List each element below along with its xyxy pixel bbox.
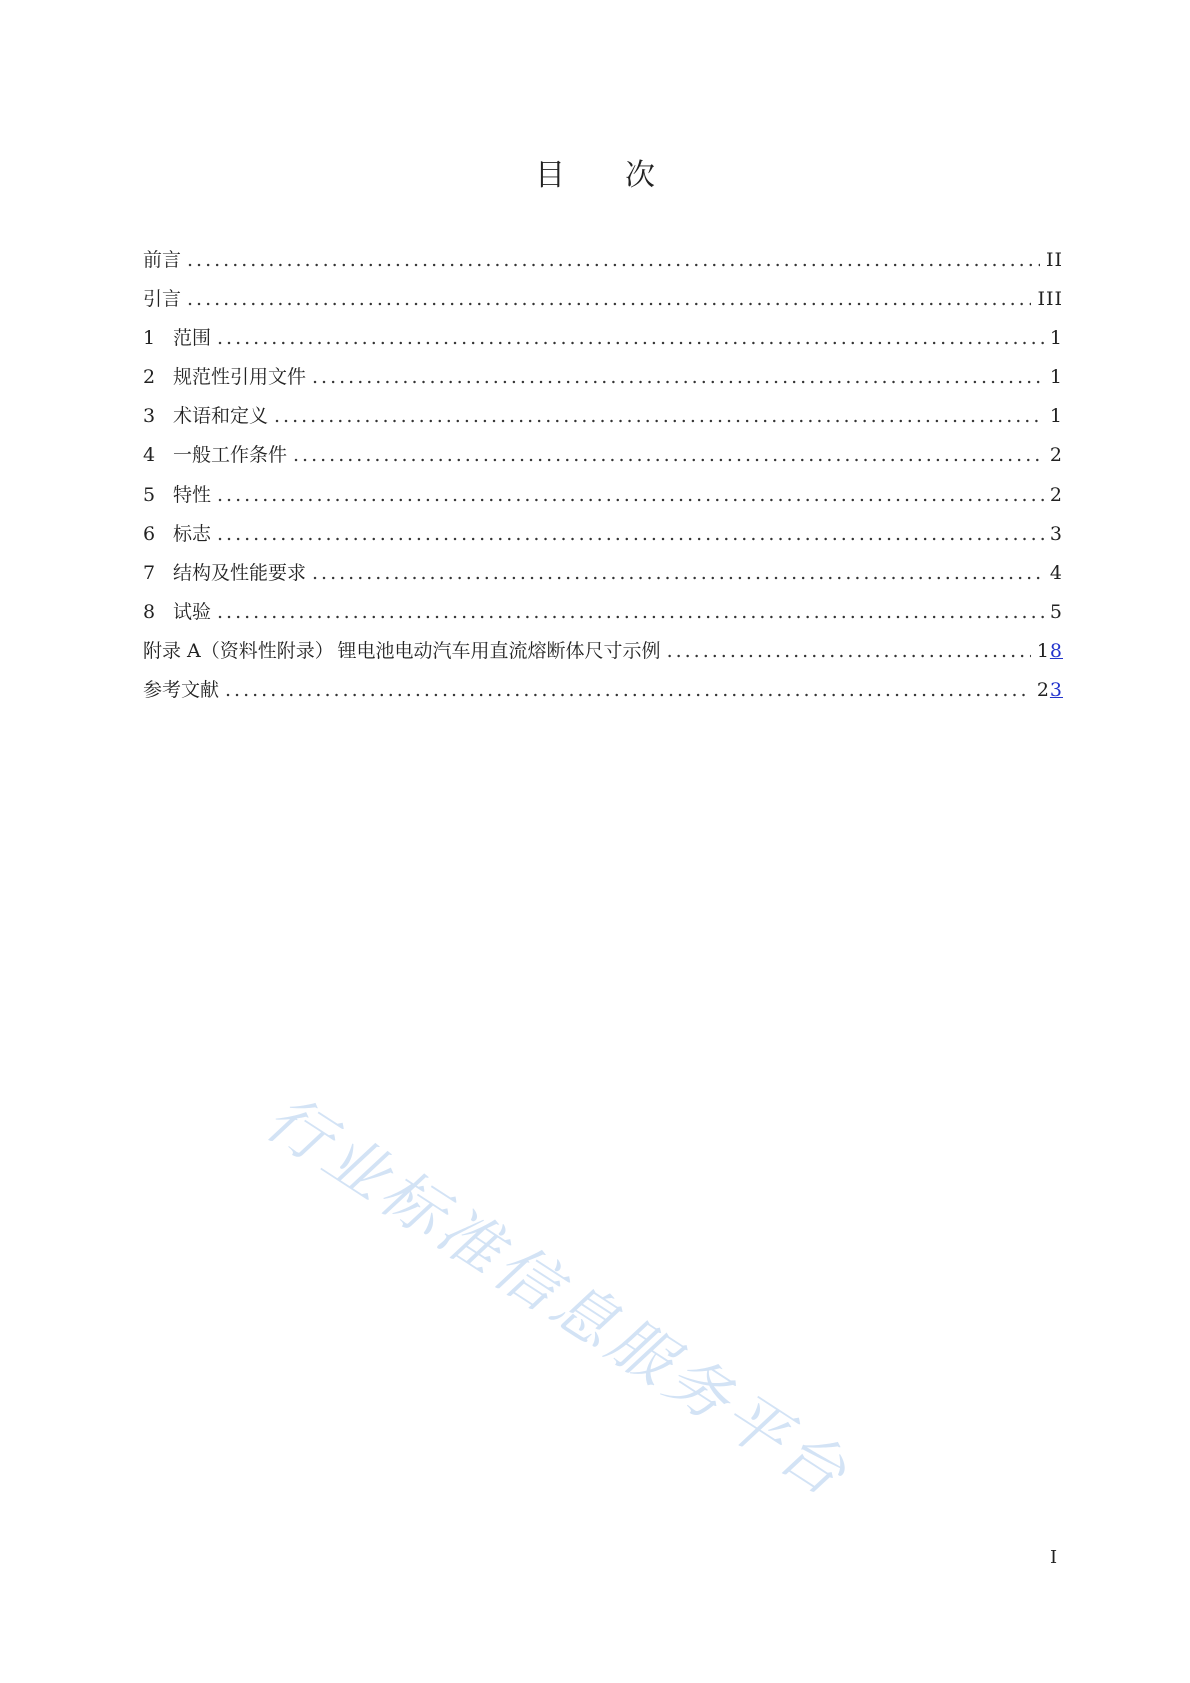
toc-entry-references[interactable] xyxy=(143,677,1063,716)
title-char-2: 次 xyxy=(625,158,655,193)
title-char-1: 目 xyxy=(535,158,565,193)
toc-label: 特性 xyxy=(173,483,212,506)
toc-label: 标志 xyxy=(173,522,212,545)
toc-number: 6 xyxy=(143,522,156,545)
toc-number: 7 xyxy=(143,561,156,584)
toc-label: 锂电池电动汽车用直流熔断体尺寸示例 xyxy=(337,639,661,662)
toc-label: 前言 xyxy=(143,249,182,271)
toc-number: 8 xyxy=(143,600,156,623)
toc-leader xyxy=(274,403,1044,429)
toc-page: II xyxy=(1045,249,1063,271)
toc-leader xyxy=(217,599,1044,625)
toc-label: 结构及性能要求 xyxy=(173,561,307,584)
toc-entry-6[interactable] xyxy=(143,521,1063,560)
toc-leader xyxy=(187,286,1031,312)
toc-leader xyxy=(187,247,1040,273)
toc-page: III xyxy=(1037,288,1063,311)
toc-leader xyxy=(293,442,1044,468)
toc-entry-5[interactable] xyxy=(143,482,1063,521)
toc-page xyxy=(1037,677,1063,703)
toc-entry-introduction[interactable] xyxy=(143,286,1063,325)
page-title xyxy=(0,150,1190,194)
toc-number: 1 xyxy=(143,327,156,350)
toc-page: 1 xyxy=(1049,327,1063,350)
toc-leader xyxy=(312,364,1044,390)
page-plain: 1 xyxy=(1036,639,1050,662)
toc-leader xyxy=(667,638,1031,664)
appendix-prefix: 附录 A（资料性附录） xyxy=(143,639,334,662)
toc-page: 2 xyxy=(1049,444,1063,467)
toc-page: 1 xyxy=(1049,366,1063,389)
toc-label: 试验 xyxy=(173,600,212,623)
toc-entry-8[interactable] xyxy=(143,599,1063,638)
toc-label: 术语和定义 xyxy=(173,405,269,428)
toc-label: 参考文献 xyxy=(143,679,220,702)
toc-page: 1 xyxy=(1049,405,1063,428)
watermark: 行业标准信息服务平台 xyxy=(253,1080,864,1513)
toc-entry-2[interactable] xyxy=(143,364,1063,403)
toc-entry-3[interactable] xyxy=(143,403,1063,442)
toc-entry-foreword[interactable] xyxy=(143,247,1063,286)
toc-leader xyxy=(217,521,1044,547)
toc-number: 5 xyxy=(143,483,156,506)
toc-page xyxy=(1037,638,1063,664)
toc-entry-7[interactable] xyxy=(143,560,1063,599)
toc-page: 2 xyxy=(1049,483,1063,506)
page-link[interactable]: 8 xyxy=(1049,639,1063,662)
toc-number: 3 xyxy=(143,405,156,428)
toc-label: 引言 xyxy=(143,288,182,311)
toc-number: 2 xyxy=(143,366,156,389)
toc-page: 3 xyxy=(1049,522,1063,545)
toc-label: 一般工作条件 xyxy=(173,444,288,467)
toc-page: 5 xyxy=(1049,600,1063,623)
toc-page: 4 xyxy=(1049,561,1063,584)
toc-leader xyxy=(217,325,1044,351)
toc-entry-appendix-a[interactable] xyxy=(143,638,1063,677)
page-plain: 2 xyxy=(1036,679,1050,702)
toc-number: 4 xyxy=(143,444,156,467)
toc-label: 范围 xyxy=(173,327,212,350)
toc-leader xyxy=(225,677,1031,703)
toc-leader xyxy=(217,482,1044,508)
toc-entry-4[interactable] xyxy=(143,442,1063,481)
page-number: I xyxy=(1050,1547,1058,1568)
table-of-contents xyxy=(143,247,1063,716)
page-link[interactable]: 3 xyxy=(1049,679,1063,702)
toc-entry-1[interactable] xyxy=(143,325,1063,364)
toc-label: 规范性引用文件 xyxy=(173,366,307,389)
toc-leader xyxy=(312,560,1044,586)
